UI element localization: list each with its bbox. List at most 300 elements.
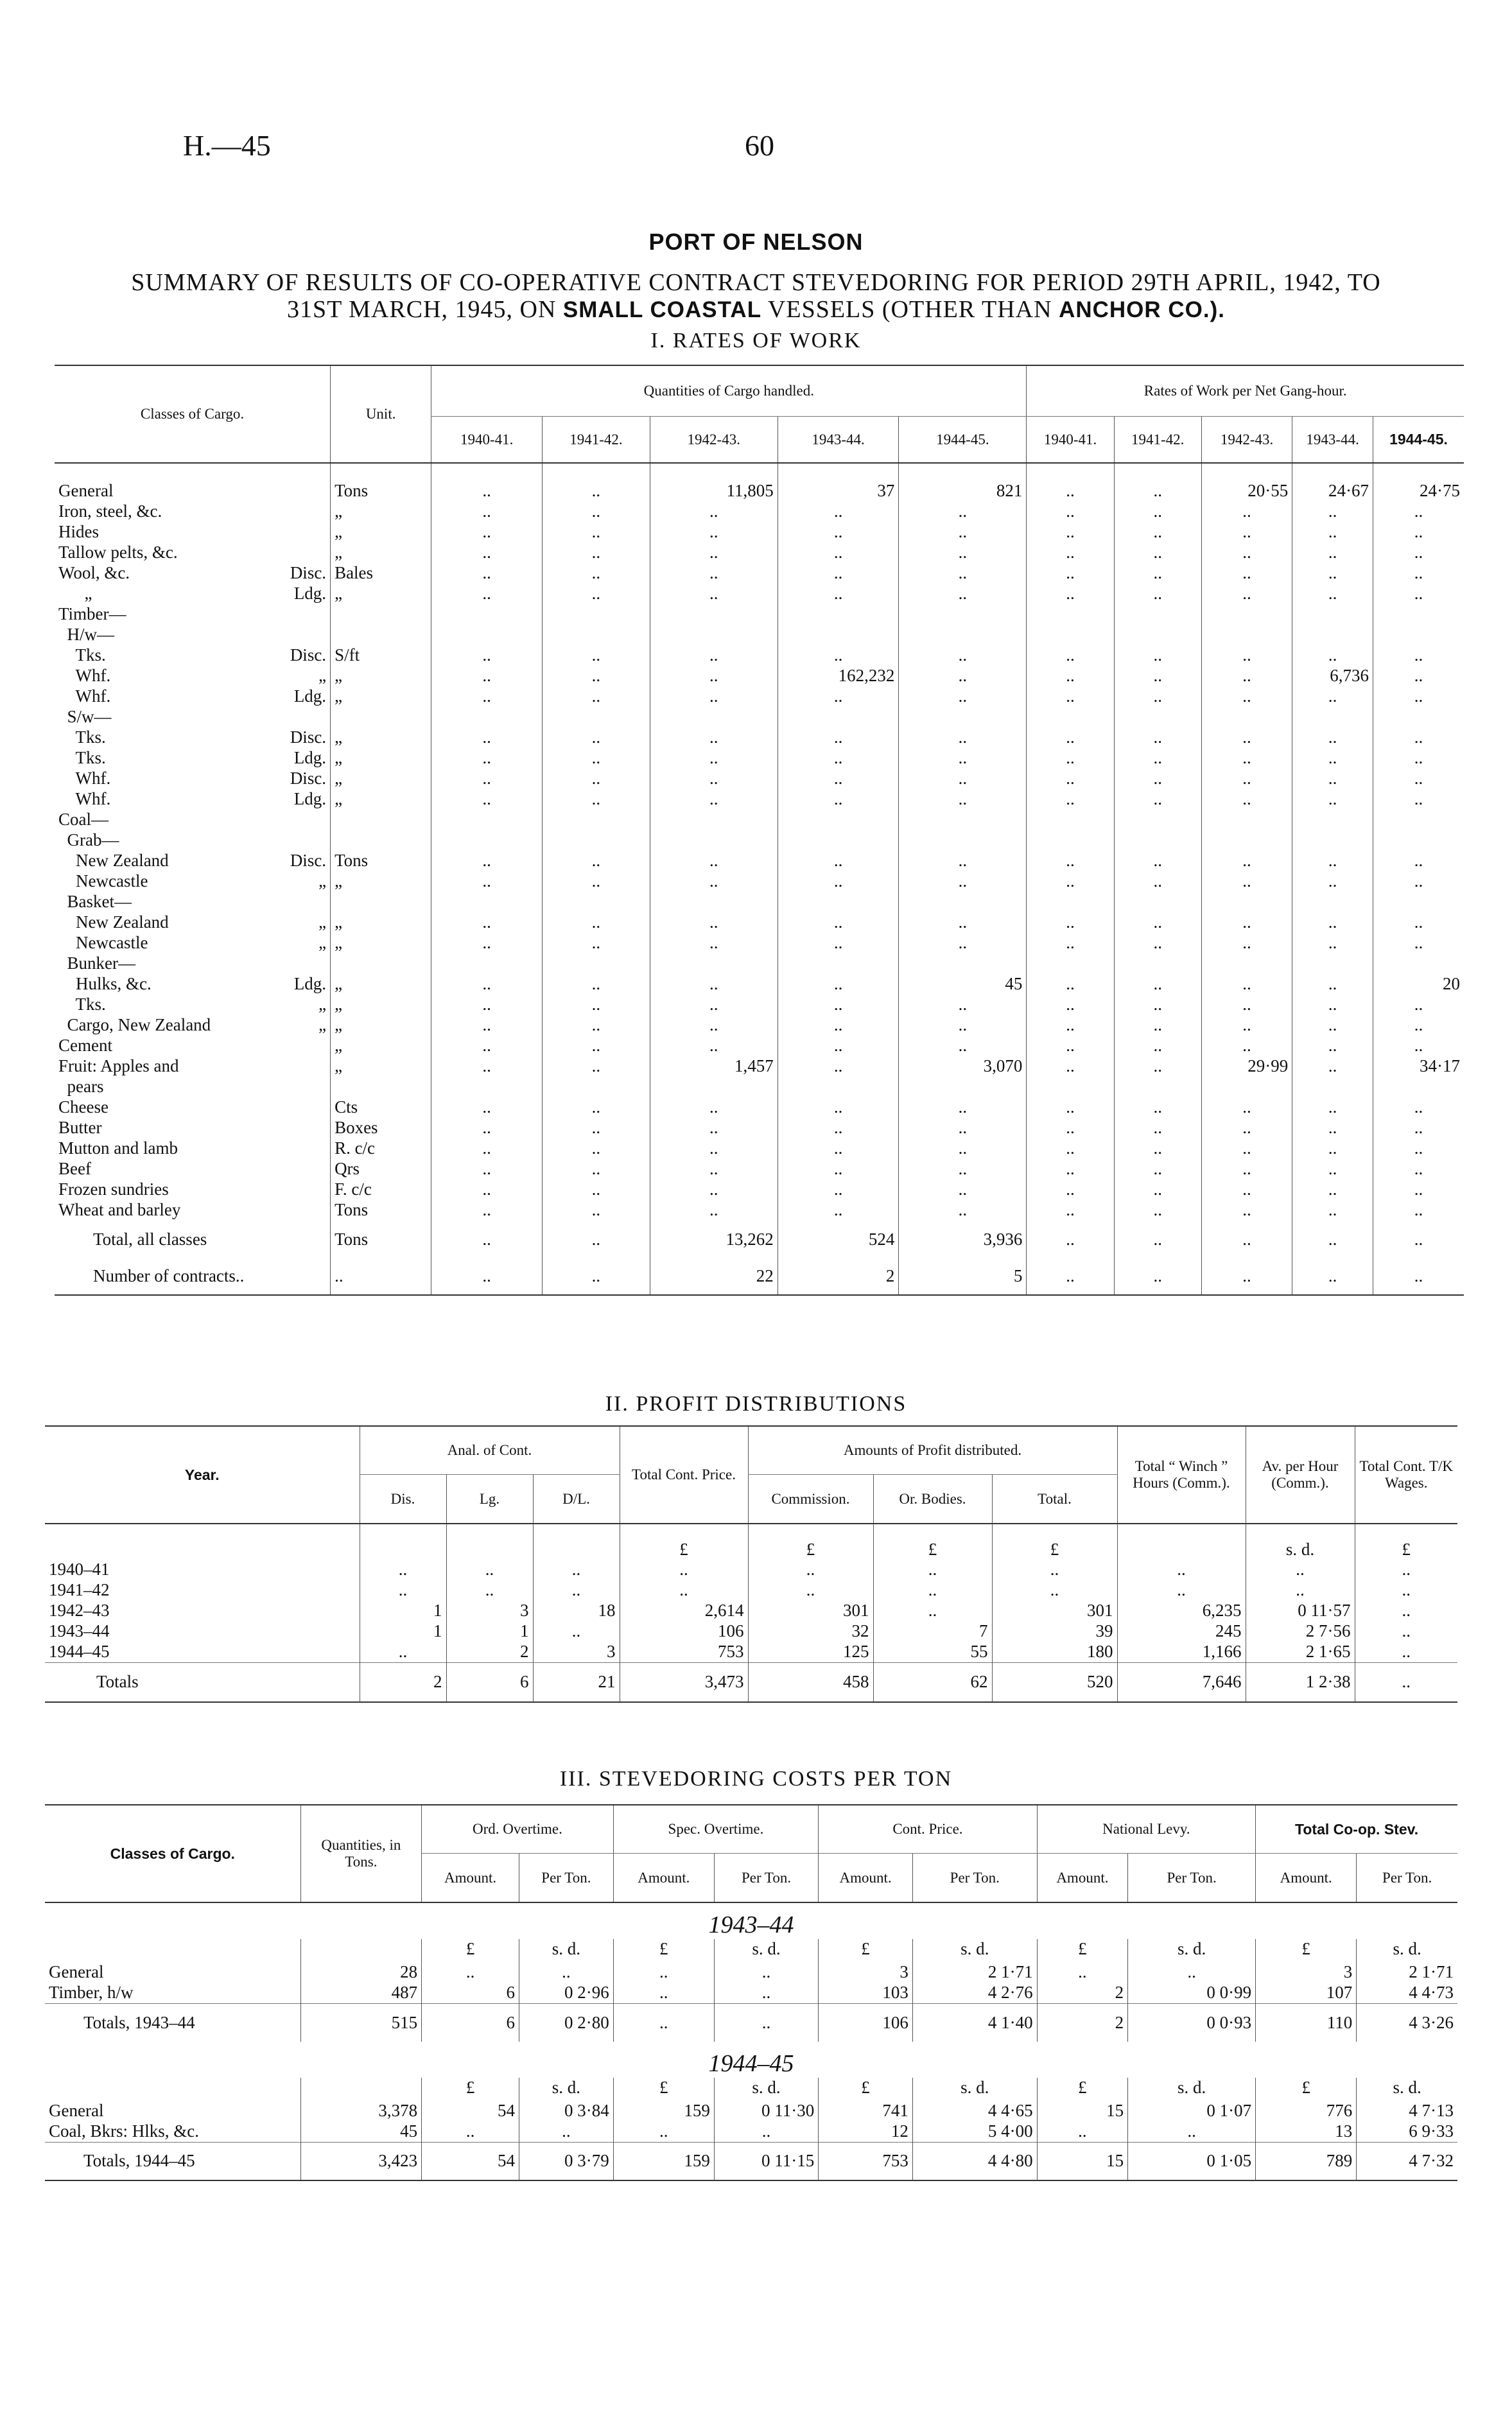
unit-cell bbox=[331, 892, 431, 912]
value-cell: .. bbox=[1027, 1179, 1114, 1200]
value-cell: .. bbox=[1114, 543, 1201, 563]
value-cell: 106 bbox=[819, 2003, 913, 2042]
sub-amount: Amount. bbox=[613, 1854, 714, 1903]
value-cell: 4 4·65 bbox=[912, 2101, 1037, 2121]
value-cell bbox=[1027, 892, 1114, 912]
value-cell bbox=[1373, 953, 1464, 974]
value-cell bbox=[1114, 830, 1201, 851]
value-cell: .. bbox=[1114, 501, 1201, 522]
value-cell: 0 11·30 bbox=[714, 2101, 818, 2121]
value-cell bbox=[1201, 1077, 1292, 1097]
value-cell: .. bbox=[533, 1621, 620, 1642]
value-cell: .. bbox=[1201, 1159, 1292, 1179]
value-cell bbox=[899, 604, 1027, 625]
unit-cell: „ bbox=[331, 912, 431, 933]
value-cell: .. bbox=[431, 686, 543, 707]
value-cell: .. bbox=[650, 666, 778, 686]
value-cell: 6,235 bbox=[1117, 1601, 1246, 1621]
value-cell: .. bbox=[778, 1036, 899, 1056]
value-cell bbox=[650, 830, 778, 851]
value-cell: .. bbox=[1201, 1258, 1292, 1295]
spacer-cell bbox=[1114, 463, 1201, 481]
value-cell: .. bbox=[1292, 1118, 1373, 1138]
cargo-class-label: „ bbox=[58, 584, 92, 603]
col-lg: Lg. bbox=[446, 1475, 533, 1524]
port-title: PORT OF NELSON bbox=[648, 229, 864, 255]
cargo-class-label: H/w— bbox=[58, 625, 114, 644]
value-cell: .. bbox=[1114, 1056, 1201, 1077]
value-cell: .. bbox=[650, 727, 778, 748]
value-cell bbox=[1292, 892, 1373, 912]
unit-cell: „ bbox=[331, 1015, 431, 1036]
value-cell: .. bbox=[778, 933, 899, 953]
col-year: Year. bbox=[45, 1426, 360, 1524]
cargo-class-cell bbox=[55, 1015, 331, 1036]
value-cell: .. bbox=[778, 789, 899, 810]
value-cell: .. bbox=[899, 584, 1027, 604]
value-cell: .. bbox=[778, 645, 899, 666]
value-cell: 753 bbox=[620, 1642, 748, 1662]
value-cell: .. bbox=[1114, 563, 1201, 584]
value-cell: .. bbox=[899, 1138, 1027, 1159]
table-row bbox=[55, 933, 1464, 953]
value-cell: .. bbox=[899, 851, 1027, 871]
value-cell: .. bbox=[431, 727, 543, 748]
table-row bbox=[55, 953, 1464, 974]
rate-year-1: 1940-41. bbox=[1027, 417, 1114, 464]
value-cell: 11,805 bbox=[650, 481, 778, 501]
value-cell: .. bbox=[543, 645, 650, 666]
unit-label: s. d. bbox=[1128, 1939, 1256, 1962]
value-cell: 24·67 bbox=[1292, 481, 1373, 501]
value-cell: .. bbox=[650, 501, 778, 522]
cargo-class-cell bbox=[55, 522, 331, 543]
value-cell: .. bbox=[1027, 871, 1114, 892]
table-row bbox=[55, 892, 1464, 912]
qty-year-2: 1941-42. bbox=[543, 417, 650, 464]
value-cell bbox=[543, 1077, 650, 1097]
unit-cell: „ bbox=[331, 584, 431, 604]
title-part-a: 31ST MARCH, 1945, ON bbox=[286, 296, 557, 323]
qty-year-1: 1940-41. bbox=[431, 417, 543, 464]
cargo-class-sub: Ldg. bbox=[293, 686, 327, 706]
value-cell: .. bbox=[899, 1200, 1027, 1221]
value-cell: .. bbox=[1292, 1097, 1373, 1118]
unit-label: £ bbox=[1256, 1939, 1357, 1962]
value-cell: 6 bbox=[422, 1983, 519, 2003]
value-cell: .. bbox=[431, 501, 543, 522]
value-cell: .. bbox=[1114, 769, 1201, 789]
cargo-class-cell bbox=[55, 995, 331, 1015]
value-cell: .. bbox=[778, 871, 899, 892]
col-quantities: Quantities of Cargo handled. bbox=[431, 365, 1027, 417]
spacer-cell bbox=[1373, 463, 1464, 481]
value-cell: .. bbox=[1027, 851, 1114, 871]
value-cell: 62 bbox=[873, 1662, 992, 1702]
spacer-cell bbox=[778, 463, 899, 481]
table-row bbox=[55, 912, 1464, 933]
value-cell: .. bbox=[1292, 563, 1373, 584]
table-row bbox=[55, 1200, 1464, 1221]
value-cell: .. bbox=[1373, 1159, 1464, 1179]
cargo-class-cell bbox=[55, 543, 331, 563]
cargo-class-cell: General bbox=[49, 1962, 104, 1981]
col-bodies: Or. Bodies. bbox=[873, 1475, 992, 1524]
value-cell: 1 bbox=[360, 1601, 446, 1621]
value-cell: .. bbox=[431, 481, 543, 501]
value-cell: .. bbox=[1114, 995, 1201, 1015]
value-cell: .. bbox=[422, 1962, 519, 1983]
value-cell: 0 1·07 bbox=[1128, 2101, 1256, 2121]
value-cell bbox=[1201, 625, 1292, 645]
value-cell: 2 1·71 bbox=[912, 1962, 1037, 1983]
value-cell: 2 bbox=[1037, 2003, 1127, 2042]
table-row bbox=[45, 1983, 1457, 2003]
value-cell: .. bbox=[650, 748, 778, 769]
value-cell: .. bbox=[1201, 666, 1292, 686]
value-cell: 741 bbox=[819, 2101, 913, 2121]
table-row bbox=[55, 995, 1464, 1015]
unit-label: £ bbox=[613, 1939, 714, 1962]
value-cell: 32 bbox=[748, 1621, 873, 1642]
value-cell: 103 bbox=[819, 1983, 913, 2003]
value-cell: .. bbox=[992, 1560, 1117, 1580]
unit-label: s. d. bbox=[1128, 2078, 1256, 2101]
table-row bbox=[55, 645, 1464, 666]
value-cell: 0 11·57 bbox=[1246, 1601, 1355, 1621]
table-row bbox=[55, 789, 1464, 810]
value-cell: .. bbox=[543, 748, 650, 769]
unit-cell: S/ft bbox=[331, 645, 431, 666]
value-cell: .. bbox=[778, 769, 899, 789]
value-cell: 1 2·38 bbox=[1246, 1662, 1355, 1702]
unit-label bbox=[300, 2078, 422, 2101]
value-cell: .. bbox=[650, 769, 778, 789]
value-cell: 753 bbox=[819, 2142, 913, 2180]
value-cell: 0 0·99 bbox=[1128, 1983, 1256, 2003]
value-cell: .. bbox=[1292, 727, 1373, 748]
value-cell: 28 bbox=[300, 1962, 422, 1983]
rate-year-5: 1944-45. bbox=[1373, 417, 1464, 464]
value-cell bbox=[1292, 707, 1373, 727]
table-row bbox=[55, 974, 1464, 995]
sub-amount: Amount. bbox=[422, 1854, 519, 1903]
value-cell: .. bbox=[431, 1258, 543, 1295]
cargo-class-label: Cargo, New Zealand bbox=[58, 1015, 211, 1034]
value-cell: 0 2·80 bbox=[519, 2003, 614, 2042]
title-part-d: ANCHOR CO.). bbox=[1059, 297, 1225, 322]
value-cell: .. bbox=[1292, 1179, 1373, 1200]
unit-cell: Cts bbox=[331, 1097, 431, 1118]
value-cell: .. bbox=[650, 974, 778, 995]
value-cell: .. bbox=[1201, 1015, 1292, 1036]
cargo-class-cell bbox=[55, 974, 331, 995]
cargo-class-label: Hulks, &c. bbox=[58, 974, 152, 993]
value-cell: 180 bbox=[992, 1642, 1117, 1662]
value-cell: 3 bbox=[446, 1601, 533, 1621]
value-cell: .. bbox=[992, 1580, 1117, 1601]
value-cell: .. bbox=[1355, 1621, 1457, 1642]
value-cell: .. bbox=[1027, 584, 1114, 604]
value-cell: .. bbox=[431, 1200, 543, 1221]
value-cell bbox=[1373, 1077, 1464, 1097]
value-cell bbox=[1114, 625, 1201, 645]
value-cell: .. bbox=[1114, 645, 1201, 666]
total-label-cell: Number of contracts.. bbox=[93, 1266, 245, 1285]
value-cell: .. bbox=[543, 1200, 650, 1221]
cargo-class-label: pears bbox=[58, 1077, 104, 1096]
value-cell: .. bbox=[1114, 871, 1201, 892]
cargo-class-label: Whf. bbox=[58, 769, 111, 788]
unit-label bbox=[360, 1524, 446, 1560]
sub-per-ton: Per Ton. bbox=[1128, 1854, 1256, 1903]
value-cell bbox=[1201, 604, 1292, 625]
value-cell: 22 bbox=[650, 1258, 778, 1295]
value-cell: .. bbox=[543, 912, 650, 933]
value-cell: .. bbox=[778, 1015, 899, 1036]
value-cell: .. bbox=[650, 871, 778, 892]
value-cell: 29·99 bbox=[1201, 1056, 1292, 1077]
value-cell: .. bbox=[1114, 789, 1201, 810]
value-cell bbox=[1027, 625, 1114, 645]
value-cell: .. bbox=[543, 1015, 650, 1036]
value-cell: 4 4·73 bbox=[1357, 1983, 1457, 2003]
cargo-class-label: Coal— bbox=[58, 810, 109, 829]
spacer-cell bbox=[1292, 463, 1373, 481]
unit-cell bbox=[331, 707, 431, 727]
value-cell: .. bbox=[778, 912, 899, 933]
value-cell: .. bbox=[431, 1159, 543, 1179]
value-cell: .. bbox=[543, 481, 650, 501]
value-cell: .. bbox=[1114, 912, 1201, 933]
value-cell bbox=[431, 830, 543, 851]
value-cell: .. bbox=[1373, 501, 1464, 522]
value-cell: .. bbox=[1027, 645, 1114, 666]
value-cell: .. bbox=[519, 2121, 614, 2142]
value-cell: .. bbox=[613, 1983, 714, 2003]
rate-year-4: 1943-44. bbox=[1292, 417, 1373, 464]
value-cell: .. bbox=[1027, 563, 1114, 584]
value-cell: .. bbox=[1027, 1118, 1114, 1138]
value-cell: .. bbox=[431, 1118, 543, 1138]
value-cell bbox=[1292, 625, 1373, 645]
value-cell: .. bbox=[360, 1560, 446, 1580]
value-cell: .. bbox=[422, 2121, 519, 2142]
value-cell: .. bbox=[1201, 912, 1292, 933]
value-cell: .. bbox=[778, 1056, 899, 1077]
unit-label: s. d. bbox=[714, 2078, 818, 2101]
value-cell: 6,736 bbox=[1292, 666, 1373, 686]
value-cell: 301 bbox=[992, 1601, 1117, 1621]
value-cell bbox=[1027, 830, 1114, 851]
year-heading-row bbox=[45, 2042, 1457, 2078]
value-cell bbox=[778, 810, 899, 830]
value-cell: 2 1·65 bbox=[1246, 1642, 1355, 1662]
value-cell: 37 bbox=[778, 481, 899, 501]
value-cell: .. bbox=[1201, 501, 1292, 522]
value-cell: .. bbox=[1027, 1097, 1114, 1118]
col-total: Total. bbox=[992, 1475, 1117, 1524]
value-cell: .. bbox=[1292, 543, 1373, 563]
value-cell: .. bbox=[1201, 543, 1292, 563]
table-row bbox=[55, 727, 1464, 748]
value-cell: .. bbox=[1373, 1221, 1464, 1258]
value-cell bbox=[899, 953, 1027, 974]
value-cell: 0 1·05 bbox=[1128, 2142, 1256, 2180]
value-cell: .. bbox=[1373, 563, 1464, 584]
value-cell: .. bbox=[1373, 912, 1464, 933]
value-cell bbox=[899, 707, 1027, 727]
value-cell: .. bbox=[1201, 1097, 1292, 1118]
value-cell bbox=[899, 810, 1027, 830]
value-cell bbox=[1292, 1077, 1373, 1097]
title-part-c: VESSELS (OTHER THAN bbox=[767, 296, 1052, 323]
cargo-class-sub: Ldg. bbox=[293, 584, 327, 603]
value-cell: .. bbox=[1373, 543, 1464, 563]
value-cell: 1,457 bbox=[650, 1056, 778, 1077]
unit-cell: „ bbox=[331, 974, 431, 995]
table-row bbox=[45, 1601, 1457, 1621]
cargo-class-sub: „ bbox=[318, 871, 327, 891]
value-cell bbox=[1114, 810, 1201, 830]
value-cell: .. bbox=[543, 666, 650, 686]
value-cell: .. bbox=[543, 563, 650, 584]
table-row bbox=[55, 871, 1464, 892]
col-rates: Rates of Work per Net Gang-hour. bbox=[1027, 365, 1464, 417]
value-cell: .. bbox=[778, 501, 899, 522]
value-cell: .. bbox=[778, 748, 899, 769]
table-row bbox=[45, 1560, 1457, 1580]
value-cell: .. bbox=[1355, 1560, 1457, 1580]
value-cell: .. bbox=[1292, 645, 1373, 666]
cargo-class-label: Newcastle bbox=[58, 933, 148, 952]
value-cell: .. bbox=[431, 543, 543, 563]
value-cell: 2 bbox=[360, 1662, 446, 1702]
totals-row bbox=[45, 2142, 1457, 2180]
value-cell: .. bbox=[1373, 1138, 1464, 1159]
value-cell bbox=[1373, 830, 1464, 851]
value-cell: 0 11·15 bbox=[714, 2142, 818, 2180]
value-cell: .. bbox=[873, 1560, 992, 1580]
value-cell bbox=[1201, 892, 1292, 912]
cargo-class-sub: „ bbox=[318, 995, 327, 1014]
value-cell: 106 bbox=[620, 1621, 748, 1642]
value-cell: .. bbox=[1373, 584, 1464, 604]
value-cell: .. bbox=[650, 933, 778, 953]
value-cell: .. bbox=[431, 1036, 543, 1056]
spacer-cell bbox=[55, 463, 331, 481]
value-cell: .. bbox=[1355, 1662, 1457, 1702]
value-cell: .. bbox=[899, 522, 1027, 543]
value-cell: .. bbox=[1027, 1159, 1114, 1179]
table-row bbox=[45, 1962, 1457, 1983]
value-cell bbox=[431, 953, 543, 974]
value-cell: 3,423 bbox=[300, 2142, 422, 2180]
value-cell bbox=[778, 707, 899, 727]
value-cell: .. bbox=[899, 563, 1027, 584]
unit-cell: „ bbox=[331, 995, 431, 1015]
cargo-class-cell bbox=[55, 584, 331, 604]
value-cell bbox=[1201, 707, 1292, 727]
unit-cell: „ bbox=[331, 933, 431, 953]
value-cell: .. bbox=[1027, 543, 1114, 563]
cargo-class-label: Tks. bbox=[58, 645, 106, 665]
table-row bbox=[55, 1138, 1464, 1159]
table-row bbox=[55, 1036, 1464, 1056]
value-cell: 159 bbox=[613, 2142, 714, 2180]
value-cell: 515 bbox=[300, 2003, 422, 2042]
cargo-class-label: Hides bbox=[58, 522, 99, 541]
value-cell: .. bbox=[1114, 727, 1201, 748]
value-cell: .. bbox=[1027, 501, 1114, 522]
value-cell: .. bbox=[1114, 748, 1201, 769]
value-cell: .. bbox=[1117, 1580, 1246, 1601]
value-cell: .. bbox=[1114, 584, 1201, 604]
unit-label: s. d. bbox=[519, 1939, 614, 1962]
cargo-class-label: Butter bbox=[58, 1118, 102, 1137]
value-cell: .. bbox=[650, 851, 778, 871]
cargo-class-label: S/w— bbox=[58, 707, 112, 726]
unit-cell: Tons bbox=[331, 481, 431, 501]
table-row bbox=[55, 584, 1464, 604]
table-row bbox=[45, 1580, 1457, 1601]
value-cell: .. bbox=[650, 1159, 778, 1179]
value-cell: .. bbox=[650, 543, 778, 563]
col-amounts-of-profit: Amounts of Profit distributed. bbox=[748, 1426, 1117, 1475]
value-cell: 12 bbox=[819, 2121, 913, 2142]
value-cell: .. bbox=[1114, 522, 1201, 543]
value-cell: .. bbox=[1292, 851, 1373, 871]
value-cell: .. bbox=[1027, 912, 1114, 933]
unit-cell: Tons bbox=[331, 851, 431, 871]
value-cell: .. bbox=[620, 1580, 748, 1601]
value-cell bbox=[778, 953, 899, 974]
value-cell: .. bbox=[650, 522, 778, 543]
cargo-class-cell bbox=[55, 789, 331, 810]
value-cell: 54 bbox=[422, 2101, 519, 2121]
value-cell: .. bbox=[1292, 1200, 1373, 1221]
value-cell: .. bbox=[1114, 933, 1201, 953]
value-cell: .. bbox=[1201, 1138, 1292, 1159]
cargo-class-cell bbox=[55, 748, 331, 769]
value-cell: .. bbox=[1355, 1642, 1457, 1662]
table-row bbox=[55, 1077, 1464, 1097]
rates-of-work-table bbox=[55, 365, 1464, 1296]
value-cell: .. bbox=[778, 995, 899, 1015]
value-cell: .. bbox=[1128, 1962, 1256, 1983]
unit-label: s. d. bbox=[1357, 2078, 1457, 2101]
cargo-class-label: Iron, steel, &c. bbox=[58, 501, 162, 521]
value-cell bbox=[1373, 892, 1464, 912]
unit-cell: „ bbox=[331, 1056, 431, 1077]
cargo-class-cell bbox=[55, 625, 331, 645]
value-cell bbox=[650, 953, 778, 974]
unit-label bbox=[300, 1939, 422, 1962]
value-cell: 3,473 bbox=[620, 1662, 748, 1702]
table-row bbox=[55, 707, 1464, 727]
col-national-levy: National Levy. bbox=[1037, 1805, 1255, 1854]
cargo-class-sub: Disc. bbox=[290, 851, 327, 870]
cargo-class-cell bbox=[55, 769, 331, 789]
unit-label: £ bbox=[1355, 1524, 1457, 1560]
value-cell: .. bbox=[543, 727, 650, 748]
value-cell: 487 bbox=[300, 1983, 422, 2003]
value-cell: .. bbox=[899, 933, 1027, 953]
table-row bbox=[55, 1056, 1464, 1077]
value-cell: .. bbox=[778, 1179, 899, 1200]
value-cell: .. bbox=[1128, 2121, 1256, 2142]
stevedoring-costs-table bbox=[45, 1804, 1457, 2181]
